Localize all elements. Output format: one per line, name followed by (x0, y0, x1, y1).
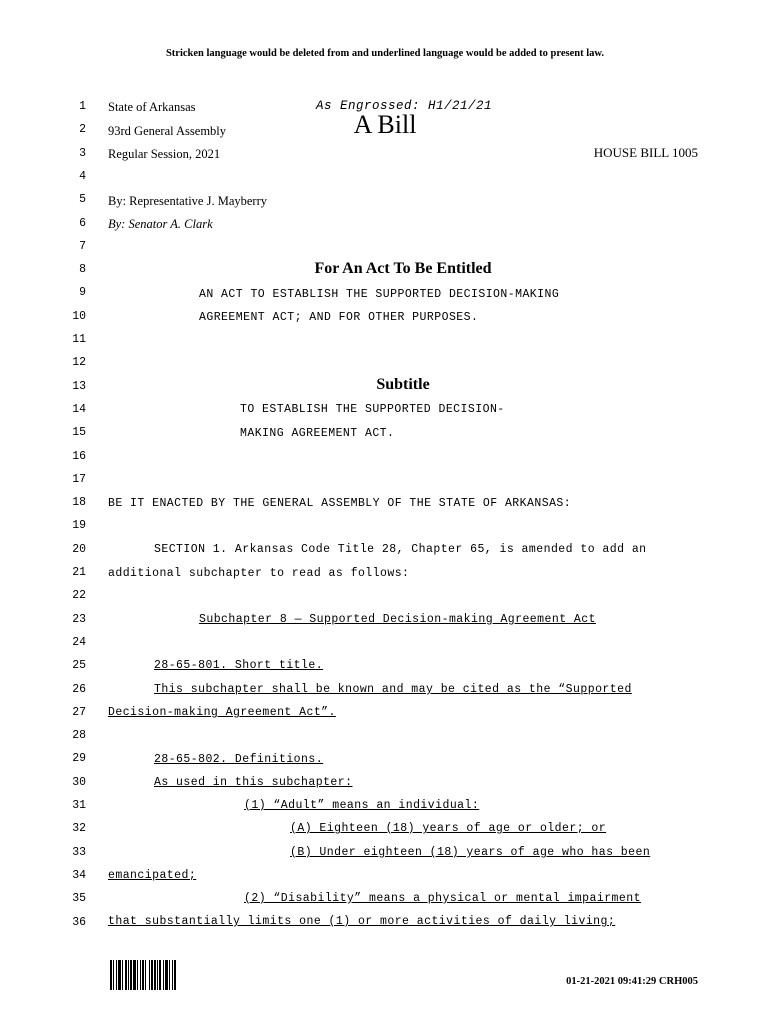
subtitle-heading: Subtitle (376, 376, 430, 393)
line-number: 2 (79, 123, 86, 137)
amendment-notice: Stricken language would be deleted from and underlined language would be added to present law. (165, 48, 605, 59)
line-number: 36 (72, 915, 86, 929)
session: Regular Session, 2021 (108, 147, 221, 161)
definition-adult-b-2: emancipated; (108, 869, 197, 882)
line-number: 23 (72, 612, 86, 626)
line-number: 1 (79, 100, 86, 113)
definition-disability-2: that substantially limits one (1) or more activities of daily living; (108, 915, 616, 928)
act-title-line-2: AGREEMENT ACT; AND FOR OTHER PURPOSES. (199, 311, 479, 324)
general-assembly: 93rd General Assembly (108, 124, 227, 138)
enacting-clause: BE IT ENACTED BY THE GENERAL ASSEMBLY OF THE STATE OF ARKANSAS: (108, 497, 572, 510)
line-number: 14 (72, 402, 86, 416)
line-number: 22 (72, 589, 86, 603)
line-number: 19 (72, 519, 86, 533)
section-802-title: 28-65-802. Definitions. (154, 753, 324, 766)
section-802-intro: As used in this subchapter: (154, 776, 353, 789)
section-801-text-1: This subchapter shall be known and may be cited as the “Supported (154, 683, 632, 696)
section-801-title: 28-65-801. Short title. (154, 659, 324, 672)
line-number: 30 (72, 775, 86, 789)
subtitle-line-1: TO ESTABLISH THE SUPPORTED DECISION- (240, 403, 505, 416)
line-number: 29 (72, 752, 86, 766)
line-number: 21 (72, 566, 86, 579)
line-number: 27 (72, 705, 86, 719)
line-number: 11 (72, 333, 86, 346)
barcode-bar (176, 960, 177, 990)
section-801-text-2: Decision-making Agreement Act”. (108, 706, 336, 719)
definition-adult: (1) “Adult” means an individual: (244, 799, 480, 812)
section-1-line-2: additional subchapter to read as follows: (108, 567, 410, 580)
line-number: 13 (72, 379, 86, 393)
subchapter-heading: Subchapter 8 — Supported Decision-making Agreement Act (199, 613, 596, 626)
bill-title: A Bill (353, 110, 417, 139)
line-number: 25 (72, 659, 86, 673)
section-1-line-1: SECTION 1. Arkansas Code Title 28, Chapter 65, is amended to add an (154, 543, 647, 556)
bill-number: HOUSE BILL 1005 (593, 145, 698, 160)
engrossed-stamp: As Engrossed: H1/21/21 (316, 99, 493, 113)
line-number: 26 (72, 682, 86, 696)
line-number: 8 (79, 263, 86, 277)
line-number: 33 (72, 845, 86, 859)
line-number: 17 (72, 472, 86, 486)
line-number: 35 (72, 892, 86, 906)
line-number: 28 (72, 729, 86, 743)
line-number: 4 (79, 169, 86, 183)
line-number: 34 (72, 868, 86, 882)
state-name: State of Arkansas (108, 100, 196, 114)
barcode (110, 960, 206, 990)
definition-adult-a: (A) Eighteen (18) years of age or older; or (290, 822, 607, 835)
definition-disability-1: (2) “Disability” means a physical or mental impairment (244, 892, 641, 905)
line-number: 31 (72, 799, 86, 812)
act-heading: For An Act To Be Entitled (314, 260, 492, 277)
sponsor-senator: By: Senator A. Clark (108, 217, 213, 231)
line-number: 12 (72, 356, 86, 370)
line-number: 10 (72, 309, 86, 323)
line-number: 7 (79, 239, 86, 253)
subtitle-line-2: MAKING AGREEMENT ACT. (240, 427, 395, 440)
definition-adult-b-1: (B) Under eighteen (18) years of age who has been (290, 846, 651, 859)
act-title-line-1: AN ACT TO ESTABLISH THE SUPPORTED DECISION-MAKING (199, 288, 560, 301)
line-number: 18 (72, 496, 86, 510)
line-number: 15 (72, 426, 86, 440)
line-number: 3 (79, 146, 86, 160)
line-number: 20 (72, 542, 86, 556)
line-number: 24 (72, 635, 86, 649)
line-number: 5 (79, 193, 86, 207)
line-number: 16 (72, 449, 86, 463)
sponsor-representative: By: Representative J. Mayberry (108, 194, 267, 208)
line-number: 9 (79, 286, 86, 300)
line-number: 6 (79, 216, 86, 230)
line-number: 32 (72, 822, 86, 836)
footer-timestamp: 01-21-2021 09:41:29 CRH005 (566, 976, 698, 987)
